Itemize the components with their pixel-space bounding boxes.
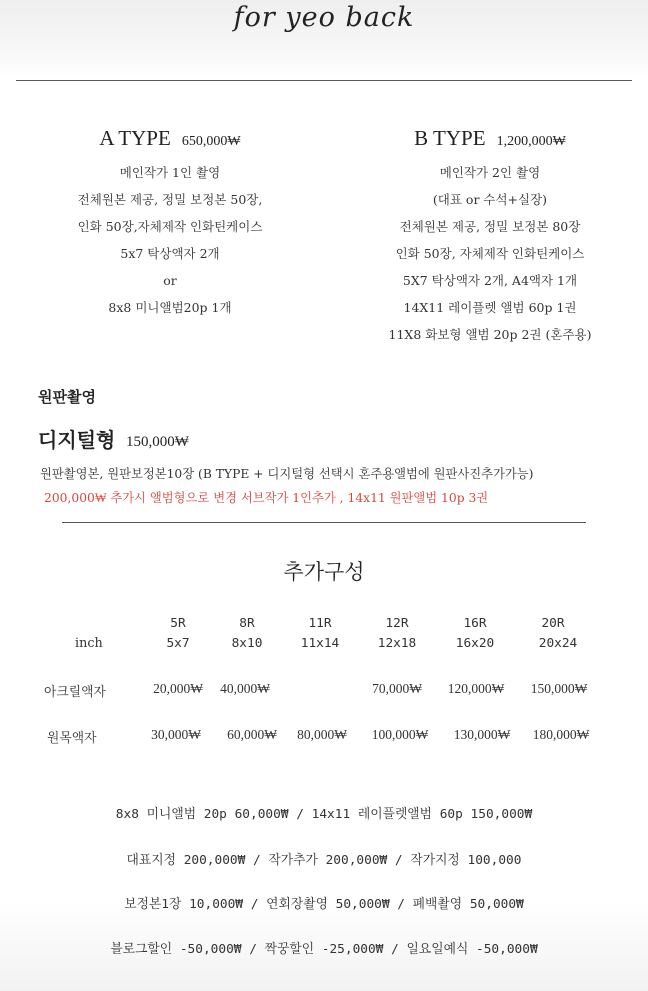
package-line: 인화 50장,자체제작 인화틴케이스 bbox=[77, 219, 263, 234]
package-line: 14X11 레이플렛 앨범 60p 1권 bbox=[403, 300, 577, 315]
size-code: 20R bbox=[541, 616, 565, 631]
package-line: 5X7 탁상액자 2개, A4액자 1개 bbox=[402, 273, 578, 288]
size-code: 12R bbox=[385, 616, 409, 631]
package-line: 메인작가 2인 촬영 bbox=[439, 165, 541, 180]
row-label-acrylic: 아크릴액자 bbox=[44, 685, 106, 700]
footer-line: 보정본1장 10,000₩ / 연회장촬영 50,000₩ / 폐백촬영 50,000₩ bbox=[124, 897, 524, 912]
price-cell: 180,000₩ bbox=[532, 727, 590, 742]
price-cell: 40,000₩ bbox=[220, 681, 270, 696]
package-line: 메인작가 1인 촬영 bbox=[119, 165, 221, 180]
package-line: 인화 50장, 자체제작 인화틴케이스 bbox=[395, 246, 585, 261]
footer-line: 8x8 미니앨범 20p 60,000₩ / 14x11 레이플렛앨범 60p 150,000₩ bbox=[115, 807, 533, 822]
price-cell: 130,000₩ bbox=[453, 727, 511, 742]
size-code: 16R bbox=[463, 616, 487, 631]
size-inch: 12x18 bbox=[377, 636, 417, 651]
inch-label: inch bbox=[75, 636, 103, 651]
footer-line: 대표지정 200,000₩ / 작가추가 200,000₩ / 작가지정 100,000 bbox=[126, 853, 522, 868]
original-description: 원판촬영본, 원판보정본10장 (B TYPE + 디지털형 선택시 혼주용앨범에 원판사진추가가능) bbox=[40, 467, 534, 481]
package-line: 11X8 화보형 앨범 20p 2권 (혼주용) bbox=[388, 327, 592, 342]
package-line: (대표 or 수석+실장) bbox=[432, 192, 548, 207]
size-inch: 20x24 bbox=[538, 636, 578, 651]
package-a bbox=[20, 126, 320, 321]
price-cell: 70,000₩ bbox=[372, 681, 422, 696]
package-line: or bbox=[163, 273, 177, 288]
divider bbox=[62, 522, 586, 523]
package-line: 전체원본 제공, 정밀 보정본 80장 bbox=[399, 219, 581, 234]
price-cell: 80,000₩ bbox=[297, 727, 347, 742]
package-line: 전체원본 제공, 정밀 보정본 50장, bbox=[77, 192, 263, 207]
section-label-original: 원판촬영 bbox=[38, 388, 96, 406]
price-cell: 100,000₩ bbox=[371, 727, 429, 742]
size-code: 5R bbox=[170, 616, 186, 631]
package-title: A TYPE bbox=[99, 126, 171, 150]
size-code: 8R bbox=[239, 616, 255, 631]
price-cell: 20,000₩ bbox=[153, 681, 203, 696]
package-price: 650,000₩ bbox=[181, 134, 241, 149]
extras-title: 추가구성 bbox=[283, 560, 365, 584]
price-cell: 60,000₩ bbox=[227, 727, 277, 742]
size-inch: 16x20 bbox=[455, 636, 495, 651]
package-title: B TYPE bbox=[414, 126, 486, 150]
package-price: 1,200,000₩ bbox=[496, 134, 566, 149]
size-inch: 5x7 bbox=[166, 636, 190, 651]
package-line: 8x8 미니앨범20p 1개 bbox=[108, 300, 232, 315]
size-inch: 11x14 bbox=[300, 636, 340, 651]
original-red-note: 200,000₩ 추가시 앨범형으로 변경 서브작가 1인추가 , 14x11 원판앨범 10p 3권 bbox=[44, 491, 489, 505]
digital-title: 디지털형 bbox=[38, 428, 116, 452]
divider bbox=[16, 80, 632, 81]
price-cell: 120,000₩ bbox=[447, 681, 505, 696]
row-label-wood: 원목액자 bbox=[47, 731, 97, 746]
price-cell: 150,000₩ bbox=[530, 681, 588, 696]
size-inch: 8x10 bbox=[231, 636, 263, 651]
digital-price: 150,000₩ bbox=[126, 434, 189, 450]
package-line: 5x7 탁상액자 2개 bbox=[120, 246, 220, 261]
price-cell: 30,000₩ bbox=[151, 727, 201, 742]
logo: for yeo back bbox=[233, 2, 415, 33]
size-code: 11R bbox=[308, 616, 332, 631]
footer-line: 블로그할인 -50,000₩ / 짝꿍할인 -25,000₩ / 일요일예식 -50,000₩ bbox=[110, 942, 538, 957]
package-b bbox=[340, 126, 640, 348]
